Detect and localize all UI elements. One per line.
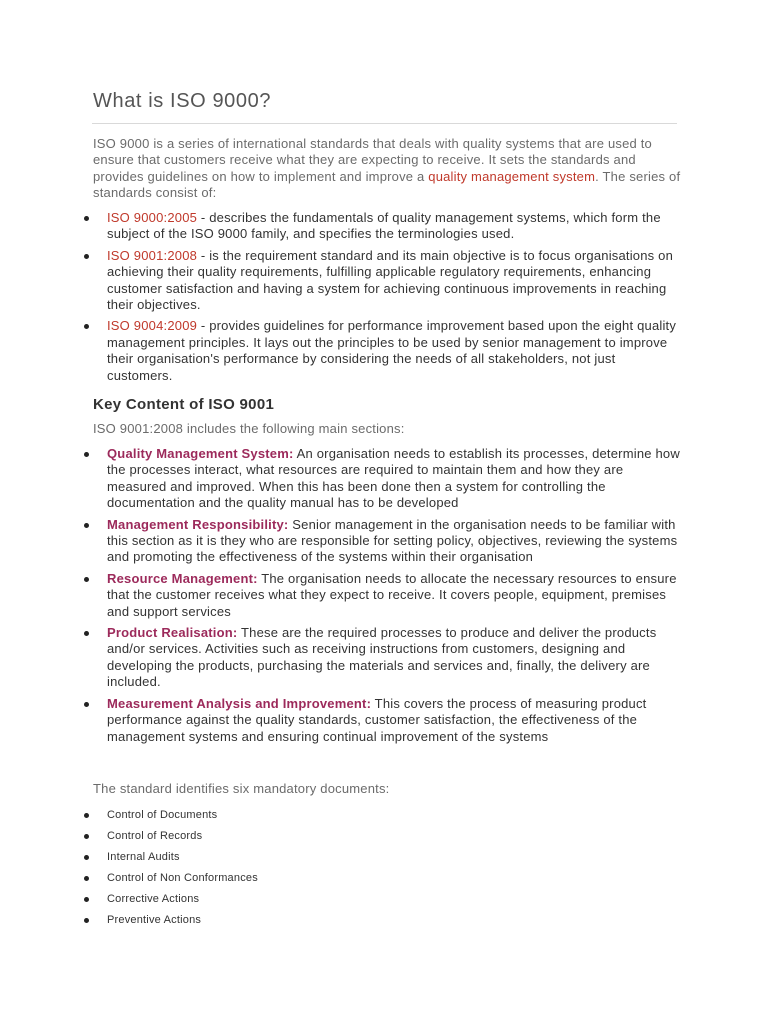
list-item	[0, 318, 680, 384]
section-term: Resource Management:	[107, 570, 258, 586]
list-item	[0, 625, 680, 691]
intro-text-end: . The series of standards consist of:	[93, 168, 681, 201]
item-text: - is the requirement standard and its main objective is to focus organisations on achieving their quality requirements, fulfilling applicable regulatory requirements, enhancing customer satisfaction and having a system for achieving continuous improvements in reaching their objectives.	[107, 247, 674, 313]
item-text: Senior management in the organisation needs to be familiar with this section as it is they who are responsible for setting policy, objectives, reviewing the systems and promoting the effectiveness of the systems within their organisation	[107, 516, 678, 565]
item-text: - provides guidelines for performance improvement based upon the eight quality management principles. It lays out the principles to be used by senior management to improve their organisation's performance by considering the needs of all stakeholders, not just customers.	[107, 318, 677, 383]
list-item: Preventive Actions	[0, 913, 680, 927]
list-item	[0, 571, 680, 620]
section-term: Measurement Analysis and Improvement:	[107, 695, 372, 711]
item-text: The organisation needs to allocate the necessary resources to ensure that the customer receives what they expect to receive. It covers people, equipment, premises and support services	[107, 570, 677, 619]
intro-paragraph	[93, 136, 683, 202]
internal-audits-link[interactable]: Internal Audits	[0, 850, 680, 864]
list-item	[0, 446, 680, 512]
title-divider	[92, 123, 677, 124]
list-item: Control of Non Conformances	[0, 871, 680, 885]
iso-9000-2005-link[interactable]: ISO 9000:2005	[107, 210, 198, 225]
page-title: What is ISO 9000?	[93, 90, 272, 112]
list-item	[0, 210, 680, 243]
iso-9001-2008-link[interactable]: ISO 9001:2008	[107, 247, 198, 263]
list-item: Control of Records	[0, 829, 680, 843]
sections-list	[0, 446, 680, 745]
quality-management-system-link[interactable]: quality management system	[428, 168, 596, 184]
list-item	[0, 517, 680, 566]
section-term: Management Responsibility:	[107, 516, 289, 532]
list-item	[0, 248, 680, 314]
item-text: - describes the fundamentals of quality management systems, which form the subject of the ISO 9000 family, and specifies the terminologies used.	[107, 210, 661, 242]
iso-9004-2009-link[interactable]: ISO 9004:2009	[107, 318, 198, 334]
section-term: Quality Management System:	[107, 446, 294, 461]
mandatory-intro: The standard identifies six mandatory documents:	[93, 781, 390, 796]
standards-list	[0, 210, 680, 384]
control-of-documents-link[interactable]: Control of Documents	[0, 808, 680, 822]
item-text: These are the required processes to produce and deliver the products and/or services. Activities such as receiving instructions from customers, designing and developing the products, purchasing the materials and services and, finally, the delivery are included.	[107, 625, 657, 690]
item-text: This covers the process of measuring product performance against the quality standards, customer satisfaction, the effectiveness of the management systems and ensuring continual improvement of the systems	[107, 695, 647, 744]
list-item	[0, 696, 680, 745]
key-content-intro: ISO 9001:2008 includes the following main sections:	[93, 421, 405, 436]
list-item: Corrective Actions	[0, 892, 680, 906]
item-text: An organisation needs to establish its processes, determine how the processes interact, what resources are required to maintain them and how they are measured and improved. When this has been done then a system for controlling the documentation and the quality manual has to be developed	[107, 446, 680, 511]
intro-text: ISO 9000 is a series of international standards that deals with quality systems that are used to ensure that customers receive what they are expecting to receive. It sets the standards and provides guidelines on how to implement and improve a	[93, 136, 652, 184]
section-term: Product Realisation:	[107, 625, 238, 641]
key-content-heading: Key Content of ISO 9001	[93, 396, 275, 413]
